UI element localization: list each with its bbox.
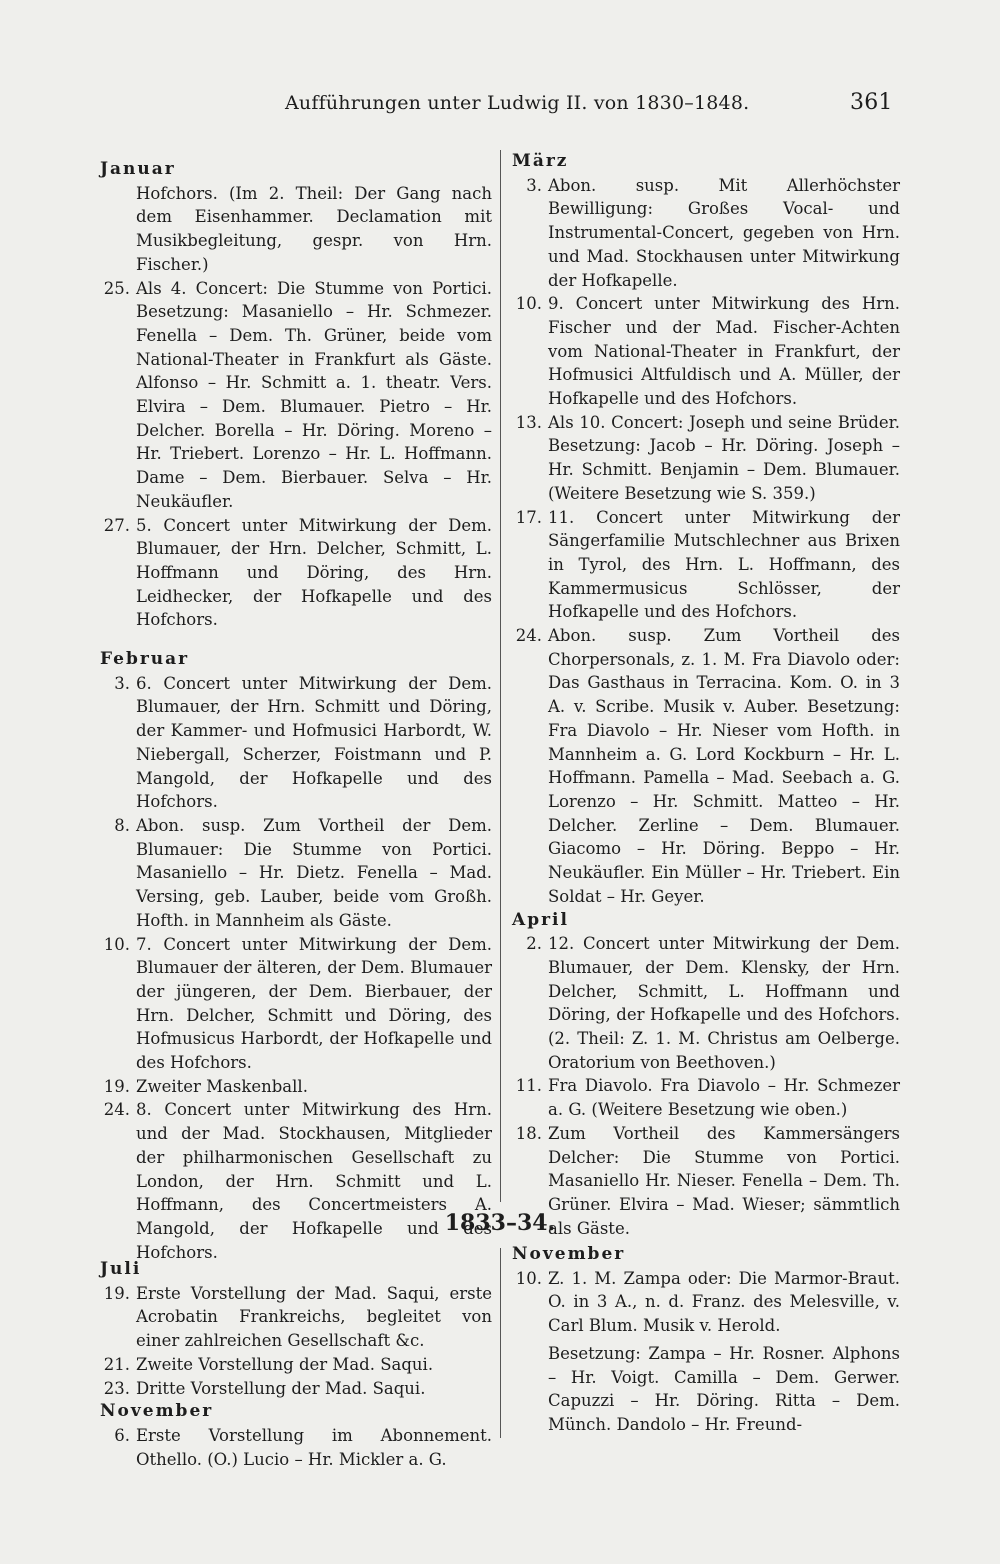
entry-text: 9. Concert unter Mitwirkung des Hrn. Fischer und der Mad. Fischer-Achten vom National-Theater in Frankfurt, der Hofmusici Altfuldisch und A. Müller, der Hofkapelle und des Hofchors. xyxy=(548,294,900,409)
column-divider-top xyxy=(500,150,501,1202)
entry-februar-24 xyxy=(100,1098,492,1264)
entry-maerz-3 xyxy=(512,174,900,293)
entry-text: Erste Vorstellung im Abonnement. Othello. (O.) Lucio – Hr. Mickler a. G. xyxy=(136,1425,492,1469)
page-number: 361 xyxy=(850,90,893,115)
entry-text: Zum Vortheil des Kammersängers Delcher: Die Stumme von Portici. Masaniello Hr. Nieser. Fenella – Dem. Th. Grüner. Elvira – Mad. Wieser; sämmtlich als Gäste. xyxy=(548,1123,900,1238)
entry-text: Fra Diavolo. Fra Diavolo – Hr. Schmezer a. G. (Weitere Besetzung wie oben.) xyxy=(548,1076,900,1120)
entry-day: 17. xyxy=(515,507,542,527)
entry-day: 8. xyxy=(114,815,130,835)
entry-maerz-17 xyxy=(512,506,900,625)
entry-april-2 xyxy=(512,932,900,1074)
entry-text: Abon. susp. Mit Allerhöchster Bewilligung: Großes Vocal- und Instrumental-Concert, gegeben von Hrn. und Mad. Stockhausen unter Mitwirkung der Hofkapelle. xyxy=(548,175,900,290)
column-divider-bottom xyxy=(500,1248,501,1438)
entry-januar-27 xyxy=(100,514,492,633)
entry-day: 3. xyxy=(114,673,130,693)
entry-juli-21 xyxy=(100,1353,492,1377)
entry-maerz-10 xyxy=(512,292,900,411)
entry-text: Als 10. Concert: Joseph und seine Brüder. Besetzung: Jacob – Hr. Döring. Joseph – Hr. Schmitt. Benjamin – Dem. Blumauer. (Weitere Besetzung wie S. 359.) xyxy=(548,412,900,503)
month-heading-november: November xyxy=(512,1244,626,1264)
entry-text: 7. Concert unter Mitwirkung der Dem. Blumauer der älteren, der Dem. Blumauer der jüngeren, der Dem. Bierbauer, der Hrn. Delcher, Schmitt und Döring, des Hofmusicus Harbordt, der Hofkapelle und des Hofchors. xyxy=(136,934,492,1073)
entry-day: 11. xyxy=(515,1076,542,1096)
entry-day: 2. xyxy=(526,934,542,954)
season-heading: 1833–34. xyxy=(444,1210,556,1236)
entry-februar-19 xyxy=(100,1075,492,1099)
month-heading-juli: Juli xyxy=(100,1259,142,1279)
entry-text: Zweite Vorstellung der Mad. Saqui. xyxy=(136,1354,434,1374)
month-heading-februar: Februar xyxy=(100,649,190,670)
entry-juli-19 xyxy=(100,1282,492,1353)
entry-day: 10. xyxy=(515,294,542,314)
entry-januar-25 xyxy=(100,277,492,514)
month-heading-januar: Januar xyxy=(100,159,176,179)
entry-day: 23. xyxy=(103,1378,130,1398)
entry-text: 11. Concert unter Mitwirkung der Sängerfamilie Mutschlechner aus Brixen in Tyrol, des Hrn. L. Hoffmann, des Kammermusicus Schlösser, der Hofkapelle und des Hofchors. xyxy=(548,507,900,622)
entry-maerz-24 xyxy=(512,624,900,908)
entry-februar-3 xyxy=(100,672,492,814)
right-column-1832-33 xyxy=(512,150,900,1240)
entry-text: Z. 1. M. Zampa oder: Die Marmor-Braut. O. in 3 A., n. d. Franz. des Melesville, v. Carl Blum. Musik v. Herold. xyxy=(548,1268,900,1336)
entry-day: 10. xyxy=(515,1268,542,1288)
entry-november-6 xyxy=(100,1424,492,1471)
left-column-1833-34 xyxy=(100,1258,492,1471)
entry-day: 10. xyxy=(103,934,130,954)
entry-day: 25. xyxy=(103,278,130,298)
entry-day: 24. xyxy=(103,1100,130,1120)
entry-text: Abon. susp. Zum Vortheil des Chorpersonals, z. 1. M. Fra Diavolo oder: Das Gasthaus in Terracina. Kom. O. in 3 A. v. Scribe. Musik v. Auber. Besetzung: Fra Diavolo – Hr. Nieser vom Hofth. in Mannheim a. G. Lord Kockburn – Hr. L. Hoffmann. Pamella – Mad. Seebach a. G. Lorenzo – Hr. Schmitt. Matteo – Hr. Delcher. Zerline – Dem. Blumauer. Giacomo – Hr. Döring. Beppo – Hr. Neukäufler. Ein Müller – Hr. Triebert. Ein Soldat – Hr. Geyer. xyxy=(548,626,900,906)
entry-day: 3. xyxy=(526,175,542,195)
running-title: Aufführungen unter Ludwig II. von 1830–1848. xyxy=(285,92,750,114)
entry-text: Erste Vorstellung der Mad. Saqui, erste Acrobatin Frankreichs, begleitet von einer zahlreichen Gesellschaft &c. xyxy=(136,1283,492,1351)
entry-text: 12. Concert unter Mitwirkung der Dem. Blumauer, der Dem. Klensky, der Hrn. Delcher, Schmitt, L. Hoffmann und Döring, der Hofkapelle und des Hofchors. (2. Theil: Z. 1. M. Christus am Oelberge. Oratorium von Beethoven.) xyxy=(548,934,900,1072)
entry-text: 8. Concert unter Mitwirkung des Hrn. und der Mad. Stockhausen, Mitglieder der philharmonischen Gesellschaft zu London, der Hrn. Schmitt und L. Hoffmann, des Concertmeisters A. Mangold, der Hofkapelle und des Hofchors. xyxy=(136,1100,492,1262)
entry-november-10 xyxy=(512,1267,900,1338)
entry-april-11 xyxy=(512,1074,900,1121)
entry-text: Dritte Vorstellung der Mad. Saqui. xyxy=(136,1378,426,1398)
entry-day: 24. xyxy=(515,626,542,646)
entry-maerz-13 xyxy=(512,411,900,506)
right-column-1833-34 xyxy=(512,1243,900,1437)
month-heading-april: April xyxy=(512,909,569,930)
left-column-1832-33 xyxy=(100,158,492,1264)
entry-text: 5. Concert unter Mitwirkung der Dem. Blumauer, der Hrn. Delcher, Schmitt, L. Hoffmann und Döring, des Hrn. Leidhecker, der Hofkapelle und des Hofchors. xyxy=(136,515,492,630)
entry-day: 27. xyxy=(103,515,130,535)
entry-day: 19. xyxy=(103,1076,130,1096)
entry-juli-23 xyxy=(100,1377,492,1401)
entry-day: 19. xyxy=(103,1283,130,1303)
cast-list: Besetzung: Zampa – Hr. Rosner. Alphons – Hr. Voigt. Camilla – Dem. Gerwer. Capuzzi – Hr. Döring. Ritta – Dem. Münch. Dandolo – Hr. Freund- xyxy=(548,1343,900,1434)
entry-text: Zweiter Maskenball. xyxy=(136,1076,308,1096)
entry-text: Abon. susp. Zum Vortheil der Dem. Blumauer: Die Stumme von Portici. Masaniello – Hr. Dietz. Fenella – Mad. Versing, geb. Lauber, beide vom Großh. Hofth. in Mannheim als Gäste. xyxy=(136,815,492,930)
month-heading-november: November xyxy=(100,1401,214,1422)
entry-text: 6. Concert unter Mitwirkung der Dem. Blumauer, der Hrn. Schmitt und Döring, der Kammer- und Hofmusici Harbordt, W. Niebergall, Scherzer, Foistmann und P. Mangold, der Hofkapelle und des Hofchors. xyxy=(136,673,492,812)
entry-februar-8 xyxy=(100,814,492,933)
entry-februar-10 xyxy=(100,933,492,1075)
entry-day: 18. xyxy=(515,1123,542,1143)
entry-day: 21. xyxy=(103,1354,130,1374)
month-heading-maerz: März xyxy=(512,151,569,171)
entry-day: 6. xyxy=(114,1425,130,1445)
entry-day: 13. xyxy=(515,412,542,432)
entry-text: Als 4. Concert: Die Stumme von Portici. Besetzung: Masaniello – Hr. Schmezer. Fenella – Dem. Th. Grüner, beide vom National-Theater in Frankfurt als Gäste. Alfonso – Hr. Schmitt a. 1. theatr. Vers. Elvira – Dem. Blumauer. Pietro – Hr. Delcher. Borella – Hr. Döring. Moreno – Hr. Triebert. Lorenzo – Hr. L. Hoffmann. Dame – Dem. Bierbauer. Selva – Hr. Neukäufler. xyxy=(136,278,492,511)
entry-continuation: Hofchors. (Im 2. Theil: Der Gang nach dem Eisenhammer. Declamation mit Musikbegleitung, gespr. von Hrn. Fischer.) xyxy=(136,183,492,274)
